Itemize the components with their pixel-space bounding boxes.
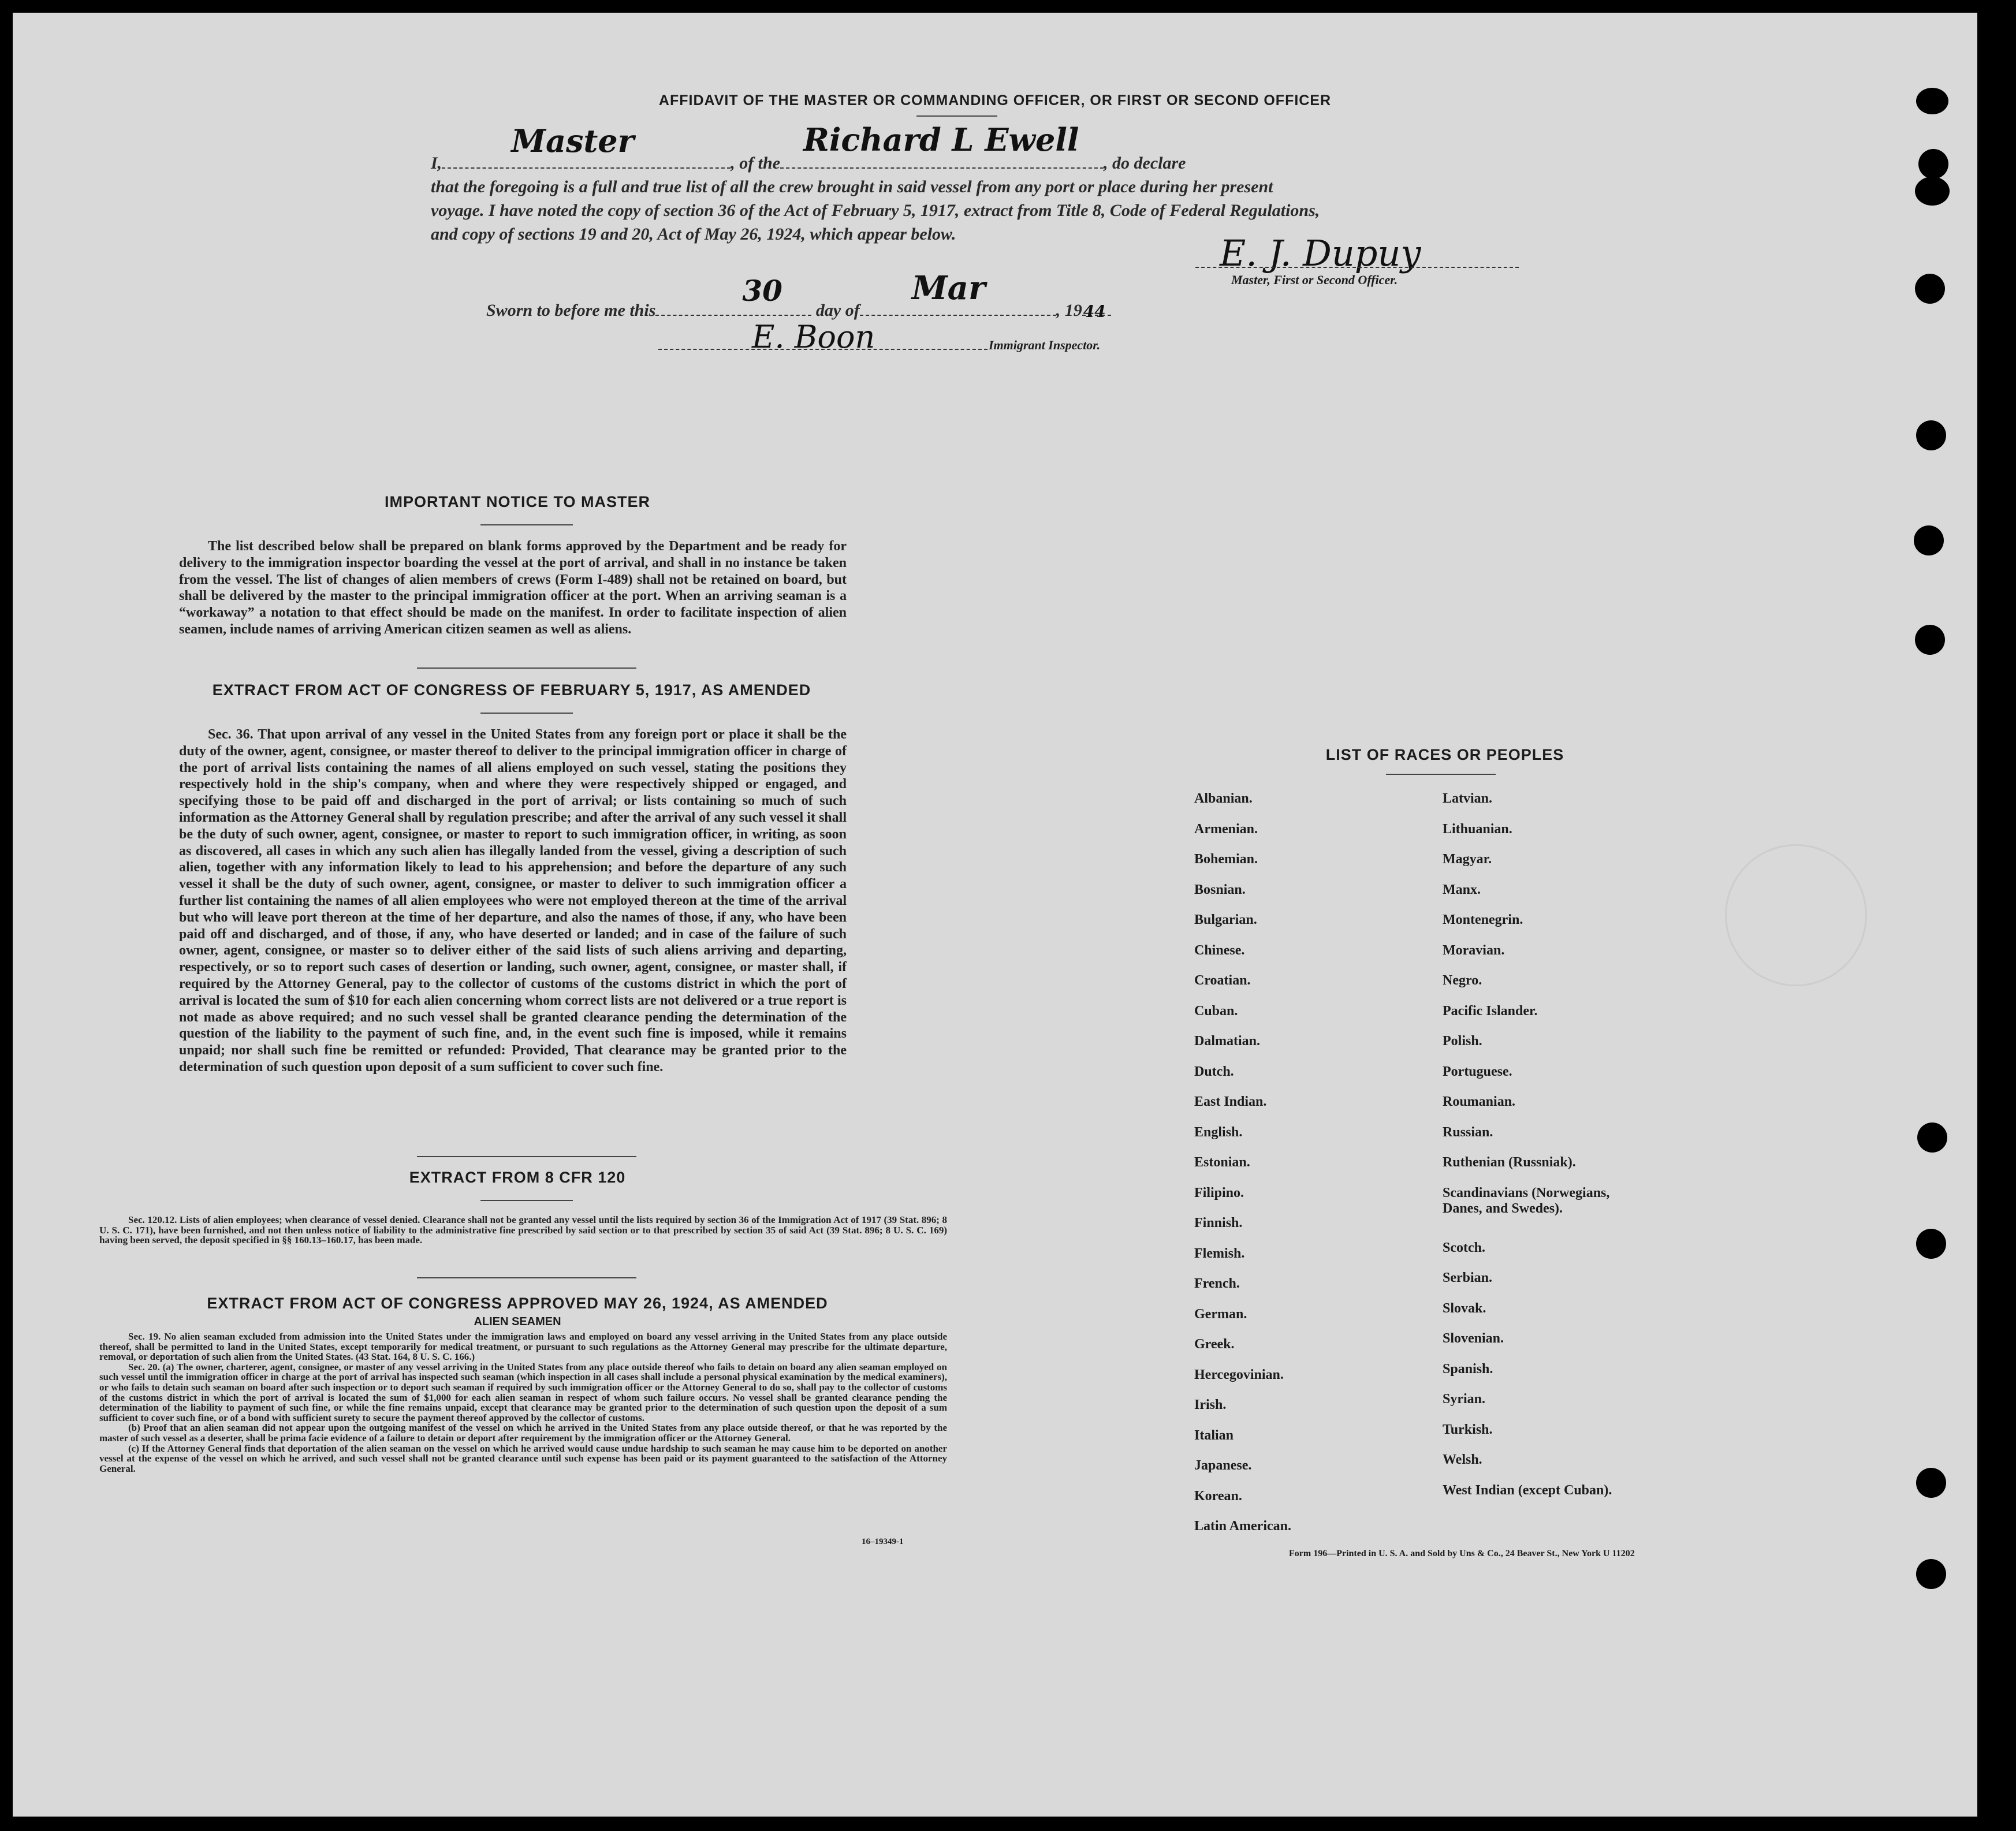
vessel-handwritten: Richard L Ewell: [803, 121, 1079, 158]
declaration-of-the: , of the: [731, 154, 781, 173]
race-item: Slovak.: [1443, 1300, 1486, 1316]
race-item: German.: [1194, 1306, 1247, 1322]
punch-hole: [1916, 1468, 1946, 1498]
position-handwritten: Master: [511, 122, 635, 159]
punch-hole: [1917, 1123, 1947, 1153]
extract-1924-sec19: Sec. 19. No alien seaman excluded from admission into the United States under the immigration laws and employed on board any vessel arriving in the United States from any place outside thereof, shall be permitted to land in the United States, except temporarily for medical treatment, or pursuant to such regulations as the Attorney General may prescribe for the ultimate departure, removal, or deportation of such alien from the United States. (43 Stat. 164, 8 U. S. C. 166.): [99, 1331, 947, 1363]
title-underline: [916, 115, 997, 117]
extract-1917-heading-rule: [480, 713, 573, 714]
race-item: Slovenian.: [1443, 1331, 1504, 1346]
master-caption: Master, First or Second Officer.: [1231, 273, 1398, 287]
races-heading: LIST OF RACES OR PEOPLES: [1325, 746, 1564, 763]
race-item: French.: [1194, 1276, 1240, 1291]
race-item: Hercegovinian.: [1194, 1367, 1284, 1382]
vessel-field: [780, 121, 1104, 169]
race-item: Portuguese.: [1443, 1064, 1512, 1079]
race-item: Negro.: [1443, 973, 1482, 988]
extract-1924-sec20b: (b) Proof that an alien seaman did not appear upon the outgoing manifest of the vessel on which he arrived in the United States from any place outside thereof, or that he was reported by the master of such vessel as a deserter, shall be prima facie evidence of a failure to detain or deport after requirement by the immigration officer or the Attorney General.: [99, 1422, 947, 1444]
notice-heading: IMPORTANT NOTICE TO MASTER: [385, 493, 650, 510]
extract-cfr-heading: EXTRACT FROM 8 CFR 120: [409, 1169, 626, 1186]
race-item: Cuban.: [1194, 1003, 1238, 1019]
races-left-column: [1194, 791, 1414, 1549]
extract-1924-sec20a: Sec. 20. (a) The owner, charterer, agent, consignee, or master of any vessel arriving in the United States from any place outside thereof who fails to detain on board any alien seaman employed on such vessel until the immigration officer in charge at the port of arrival has inspected such seaman (which inspection in all cases shall include a personal physical examination by the medical examiners), or who fails to detain such seaman on board after such inspection or to deport such seaman if required by such immigration officer or the Attorney General to do so, shall pay to the collector of customs of the customs district in which the port of arrival is located the sum of $1,000 for each alien seaman in respect of whom such failure occurs. No vessel shall be granted clearance pending the determination of the liability to payment of such fine, or while the fine remains unpaid, except that clearance may be granted prior to the determination of such question upon the deposit of a sum sufficient to cover such fine, or of a bond with sufficient surety to secure the payment thereof approved by the collector of customs.: [99, 1361, 947, 1423]
punch-hole: [1916, 88, 1948, 114]
document-page: [13, 13, 1977, 1817]
race-item: Flemish.: [1194, 1245, 1245, 1261]
notice-text: The list described below shall be prepared on blank forms approved by the Department and be ready for delivery to the immigration inspector boarding the vessel at the port of arrival, and shall in no instance be taken from the vessel. The list of changes of alien members of crews (Form I-489) shall not be retained on board, but shall be delivered by the master to the principal immigration officer at the port. When an arriving seaman is a “workaway” a notation to that effect should be made on the manifest. In order to facilitate inspection of alien seamen, include names of arriving American citizen seamen as well as aliens.: [179, 539, 847, 637]
day-of-label: day of: [815, 301, 860, 320]
printer-footer: Form 196—Printed in U. S. A. and Sold by Uns & Co., 24 Beaver St., New York U 11202: [1289, 1549, 1635, 1558]
declaration-line-2: that the foregoing is a full and true list of all the crew brought in said vessel from any port or place during her present: [431, 177, 1273, 196]
race-item: Korean.: [1194, 1488, 1242, 1504]
inspector-caption: Immigrant Inspector.: [989, 338, 1101, 352]
race-item: Roumanian.: [1443, 1094, 1516, 1109]
extract-1924-text-block: [99, 1332, 947, 1474]
year-prefix: , 19: [1056, 301, 1082, 320]
punch-hole: [1915, 177, 1950, 206]
month-handwritten: Mar: [911, 269, 986, 307]
race-item: Dalmatian.: [1194, 1034, 1260, 1049]
extract-1924-subheading: ALIEN SEAMEN: [474, 1315, 561, 1328]
race-item: Pacific Islander.: [1443, 1003, 1538, 1019]
declaration-line-1: [431, 121, 1540, 175]
punch-hole: [1914, 525, 1944, 555]
sworn-label: Sworn to before me this: [486, 301, 656, 320]
race-item: Ruthenian (Russniak).: [1443, 1155, 1576, 1170]
extract-1924-heading: EXTRACT FROM ACT OF CONGRESS APPROVED MAY 26, 1924, AS AMENDED: [207, 1295, 828, 1312]
race-item: Serbian.: [1443, 1270, 1493, 1285]
race-item: Syrian.: [1443, 1392, 1486, 1407]
races-right-column: [1443, 791, 1685, 1513]
punch-hole: [1918, 149, 1948, 179]
race-item: Welsh.: [1443, 1452, 1482, 1467]
punch-hole: [1916, 1559, 1946, 1589]
race-item: Turkish.: [1443, 1422, 1493, 1437]
extract-1917-divider: [417, 1156, 636, 1157]
notice-heading-rule: [480, 524, 573, 525]
race-item: Latin American.: [1194, 1519, 1291, 1534]
sworn-line: [486, 269, 1295, 322]
race-item: Irish.: [1194, 1397, 1227, 1412]
month-field: [860, 269, 1056, 316]
race-item: Lithuanian.: [1443, 821, 1512, 837]
race-item: Albanian.: [1194, 791, 1253, 806]
race-item: Bosnian.: [1194, 882, 1246, 897]
form-number: 16–19349-1: [862, 1537, 904, 1546]
race-item: Japanese.: [1194, 1458, 1252, 1473]
extract-1917-text: Sec. 36. That upon arrival of any vessel in the United States from any foreign port or place it shall be the duty of the owner, agent, consignee, or master thereof to deliver to the principal immigration officer in charge of the port of arrival lists containing the names of all aliens employed on such vessel, stating the positions they respectively hold in the ship's company, when and where they were respectively shipped or engaged, and specifying those to be paid off and discharged in the port of arrival; or lists containing so much of such information as the Attorney General shall by regulation prescribe; and after the arrival of any such vessel it shall be the duty of such owner, agent, consignee, or master to report to such immigration officer, in writing, as soon as discovered, all cases in which any such alien has illegally landed from the vessel, giving a description of such alien, together with any information likely to lead to his apprehension; and before the departure of any such vessel it shall be the duty of such owner, agent, consignee, or master to deliver to such immigration officer a further list containing the names of all alien employees who were not employed thereon at the time of the arrival but who will leave port thereon at the time of her departure, and also the names of those, if any, who have been paid off and discharged, and of those, if any, who have deserted or landed; and in case of the failure of such owner, agent, consignee, or master so to deliver either of the said lists of such aliens arriving and departing, respectively, or so to report such cases of desertion or landing, such owner, agent, consignee, or master shall, if required by the Attorney General, pay to the collector of customs of the customs district in which the port of arrival is located the sum of $10 for each alien concerning whom correct lists are not delivered or a true report is not made as above required; and no such vessel shall be granted clearance pending the determination of the question of the liability to the payment of such fine, and, in the event such fine is imposed, while it remains unpaid; nor shall such fine be remitted or refunded: Provided, That clearance may be granted prior to the determination of such question upon deposit of a sum sufficient to cover such fine.: [179, 727, 847, 1075]
race-item: English.: [1194, 1124, 1243, 1140]
inspector-signature: E. Boon: [752, 319, 875, 355]
declaration-do-declare: , do declare: [1104, 154, 1186, 173]
day-field: [655, 274, 811, 316]
punch-hole: [1916, 1229, 1946, 1259]
punch-hole: [1915, 625, 1945, 655]
race-item: Bohemian.: [1194, 852, 1258, 867]
race-item: Croatian.: [1194, 973, 1251, 988]
race-item: West Indian (except Cuban).: [1443, 1482, 1612, 1498]
race-item: Moravian.: [1443, 942, 1505, 958]
race-item: Polish.: [1443, 1034, 1482, 1049]
race-item: East Indian.: [1194, 1094, 1267, 1109]
master-signature-line: [1195, 267, 1519, 268]
punch-hole: [1916, 420, 1946, 450]
declaration-i-label: I,: [431, 154, 442, 173]
position-field: [442, 122, 731, 169]
race-item: Spanish.: [1443, 1361, 1493, 1377]
race-item: Italian: [1194, 1427, 1234, 1443]
race-item: Armenian.: [1194, 821, 1258, 837]
declaration-line-3: voyage. I have noted the copy of section 36 of the Act of February 5, 1917, extract from Title 8, Code of Federal Regulations,: [431, 201, 1320, 220]
race-item: Russian.: [1443, 1124, 1493, 1140]
race-item: Estonian.: [1194, 1155, 1250, 1170]
affidavit-title: AFFIDAVIT OF THE MASTER OR COMMANDING OFFICER, OR FIRST OR SECOND OFFICER: [658, 92, 1332, 109]
extract-cfr-divider: [417, 1277, 636, 1278]
races-heading-rule: [1386, 774, 1496, 775]
race-item: Chinese.: [1194, 942, 1245, 958]
race-item: Bulgarian.: [1194, 912, 1257, 927]
year-field: [1082, 302, 1111, 321]
race-item: Scotch.: [1443, 1240, 1485, 1255]
extract-1924-sec20c: (c) If the Attorney General finds that deportation of the alien seaman on the vessel on which he arrived would cause undue hardship to such seaman he may cause him to be deported on another vessel at the expense of the vessel on which he arrived, and such vessel shall not be granted clearance until such expense has been paid or its payment guaranteed to the satisfaction of the Attorney General.: [99, 1442, 947, 1474]
extract-1917-heading: EXTRACT FROM ACT OF CONGRESS OF FEBRUARY 5, 1917, AS AMENDED: [212, 681, 811, 699]
race-item: Greek.: [1194, 1337, 1235, 1352]
faint-seal-stamp: [1725, 844, 1867, 986]
extract-cfr-heading-rule: [480, 1200, 573, 1201]
race-item: Latvian.: [1443, 791, 1493, 806]
race-item: Montenegrin.: [1443, 912, 1523, 927]
race-item: Finnish.: [1194, 1215, 1243, 1230]
race-item: Scandinavians (Norwegians, Danes, and Swedes).: [1443, 1185, 1610, 1216]
extract-cfr-text: Sec. 120.12. Lists of alien employees; when clearance of vessel denied. Clearance shall not be granted any vessel until the lists required by section 36 of the Immigration Act of 1917 (39 Stat. 896; 8 U. S. C. 171), have been furnished, and not then unless notice of liability to the administrative fine prescribed by said section or to that prescribed by section 35 of said Act (39 Stat. 896; 8 U. S. C. 169) having been served, the deposit specified in §§ 160.13–160.17, has been made.: [99, 1214, 947, 1246]
race-item: Filipino.: [1194, 1185, 1244, 1200]
day-handwritten: 30: [742, 274, 782, 308]
notice-divider: [417, 667, 636, 669]
declaration-line-4: and copy of sections 19 and 20, Act of May 26, 1924, which appear below.: [431, 225, 956, 244]
race-item: Dutch.: [1194, 1064, 1234, 1079]
master-signature: E. J. Dupuy: [1220, 232, 1421, 274]
year-handwritten: 44: [1083, 302, 1106, 321]
race-item: Manx.: [1443, 882, 1481, 897]
punch-hole: [1915, 274, 1945, 304]
race-item: Magyar.: [1443, 852, 1492, 867]
